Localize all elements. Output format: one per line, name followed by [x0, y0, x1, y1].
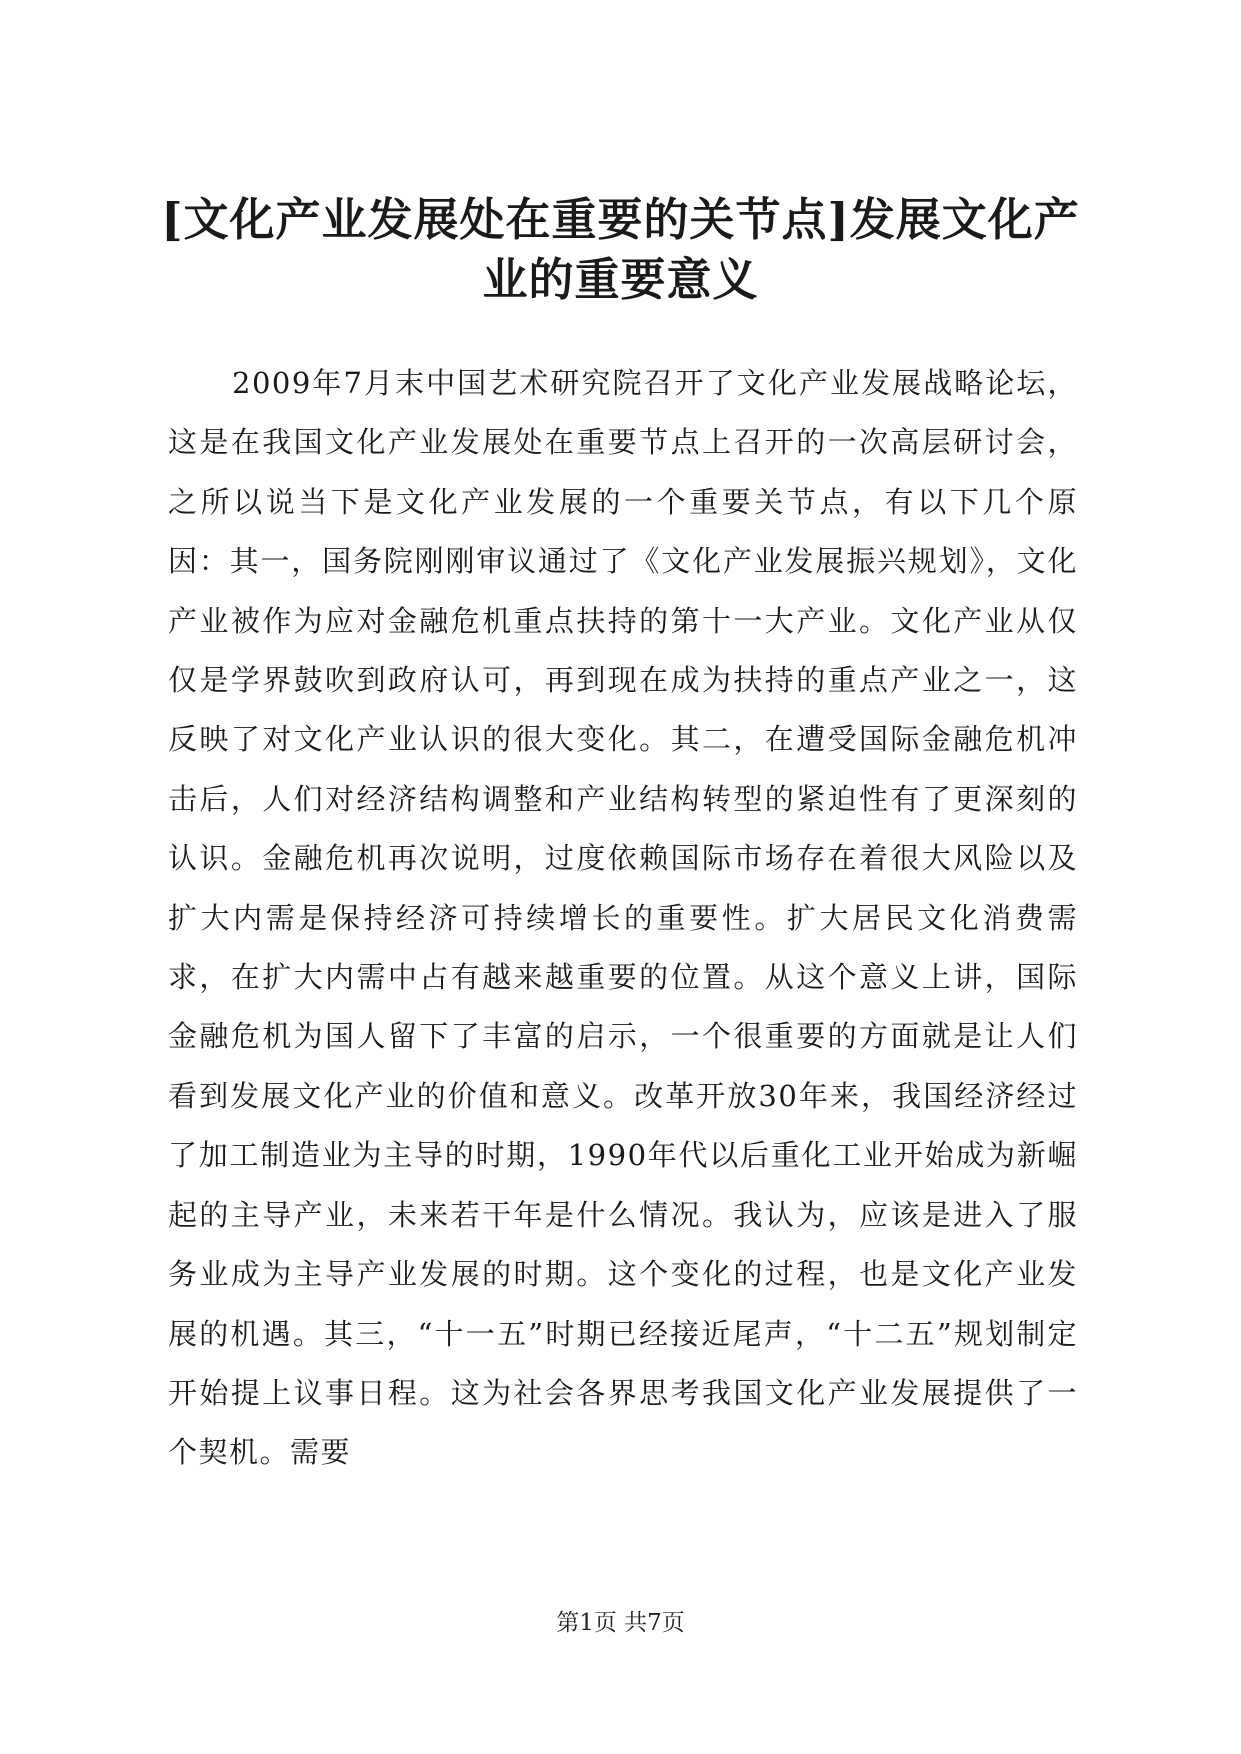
- body-paragraph: 2009年7月末中国艺术研究院召开了文化产业发展战略论坛，这是在我国文化产业发展处在重要节点上召开的一次高层研讨会，之所以说当下是文化产业发展的一个重要关节点，有以下几个原因：其一，国务院刚刚审议通过了《文化产业发展振兴规划》，文化产业被作为应对金融危机重点扶持的第十一大产业。文化产业从仅仅是学界鼓吹到政府认可，再到现在成为扶持的重点产业之一，这反映了对文化产业认识的很大变化。其二，在遭受国际金融危机冲击后，人们对经济结构调整和产业结构转型的紧迫性有了更深刻的认识。金融危机再次说明，过度依赖国际市场存在着很大风险以及扩大内需是保持经济可持续增长的重要性。扩大居民文化消费需求，在扩大内需中占有越来越重要的位置。从这个意义上讲，国际金融危机为国人留下了丰富的启示，一个很重要的方面就是让人们看到发展文化产业的价值和意义。改革开放30年来，我国经济经过了加工制造业为主导的时期，1990年代以后重化工业开始成为新崛起的主导产业，未来若干年是什么情况。我认为，应该是进入了服务业成为主导产业发展的时期。这个变化的过程，也是文化产业发展的机遇。其三，“十一五”时期已经接近尾声，“十二五”规划制定开始提上议事日程。这为社会各界思考我国文化产业发展提供了一个契机。需要: [168, 366, 1078, 1470]
- page-number-footer: 第1页 共7页: [556, 1610, 685, 1636]
- document-title: [文化产业发展处在重要的关节点]发展文化产业的重要意义: [161, 193, 1080, 306]
